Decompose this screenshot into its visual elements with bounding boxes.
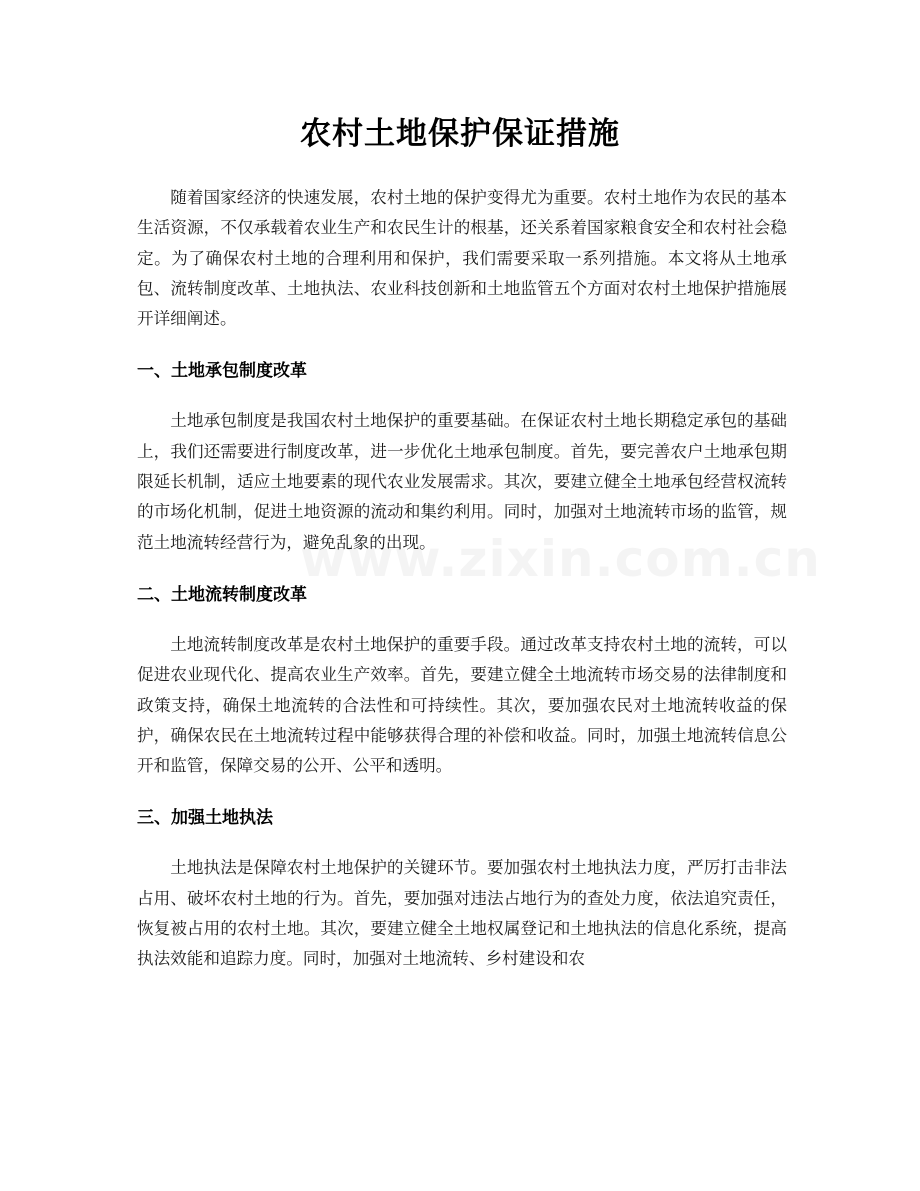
section-paragraph-2: 土地流转制度改革是农村土地保护的重要手段。通过改革支持农村土地的流转，可以促进农业现代化、提高农业生产效率。首先，要建立健全土地流转市场交易的法律制度和政策支持，确保土地流转的合法性和可持续性。其次，要加强农民对土地流转收益的保护，确保农民在土地流转过程中能够获得合理的补偿和收益。同时，加强土地流转信息公开和监管，保障交易的公开、公平和透明。 <box>137 634 787 776</box>
section-heading-2: 二、土地流转制度改革 <box>137 584 307 605</box>
section-heading-3: 三、加强土地执法 <box>137 808 273 829</box>
intro-paragraph: 随着国家经济的快速发展，农村土地的保护变得尤为重要。农村土地作为农民的基本生活资源，不仅承载着农业生产和农民生计的根基，还关系着国家粮食安全和农村社会稳定。为了确保农村土地的合理利用和保护，我们需要采取一系列措施。本文将从土地承包、流转制度改革、土地执法、农业科技创新和土地监管五个方面对农村土地保护措施展开详细阐述。 <box>137 188 787 329</box>
section-heading-1: 一、土地承包制度改革 <box>137 361 307 382</box>
document-title: 农村土地保护保证措施 <box>300 116 620 152</box>
document-body <box>137 183 787 975</box>
section-paragraph-1: 土地承包制度是我国农村土地保护的重要基础。在保证农村土地长期稳定承包的基础上，我们还需要进行制度改革，进一步优化土地承包制度。首先，要完善农户土地承包期限延长机制，适应土地要素的现代农业发展需求。其次，要建立健全土地承包经营权流转的市场化机制，促进土地资源的流动和集约利用。同时，加强对土地流转市场的监管，规范土地流转经营行为，避免乱象的出现。 <box>137 411 787 552</box>
section-paragraph-3: 土地执法是保障农村土地保护的关键环节。要加强农村土地执法力度，严厉打击非法占用、破坏农村土地的行为。首先，要加强对违法占地行为的查处力度，依法追究责任，恢复被占用的农村土地。其次，要建立健全土地权属登记和土地执法的信息化系统，提高执法效能和追踪力度。同时，加强对土地流转、乡村建设和农 <box>137 858 787 969</box>
